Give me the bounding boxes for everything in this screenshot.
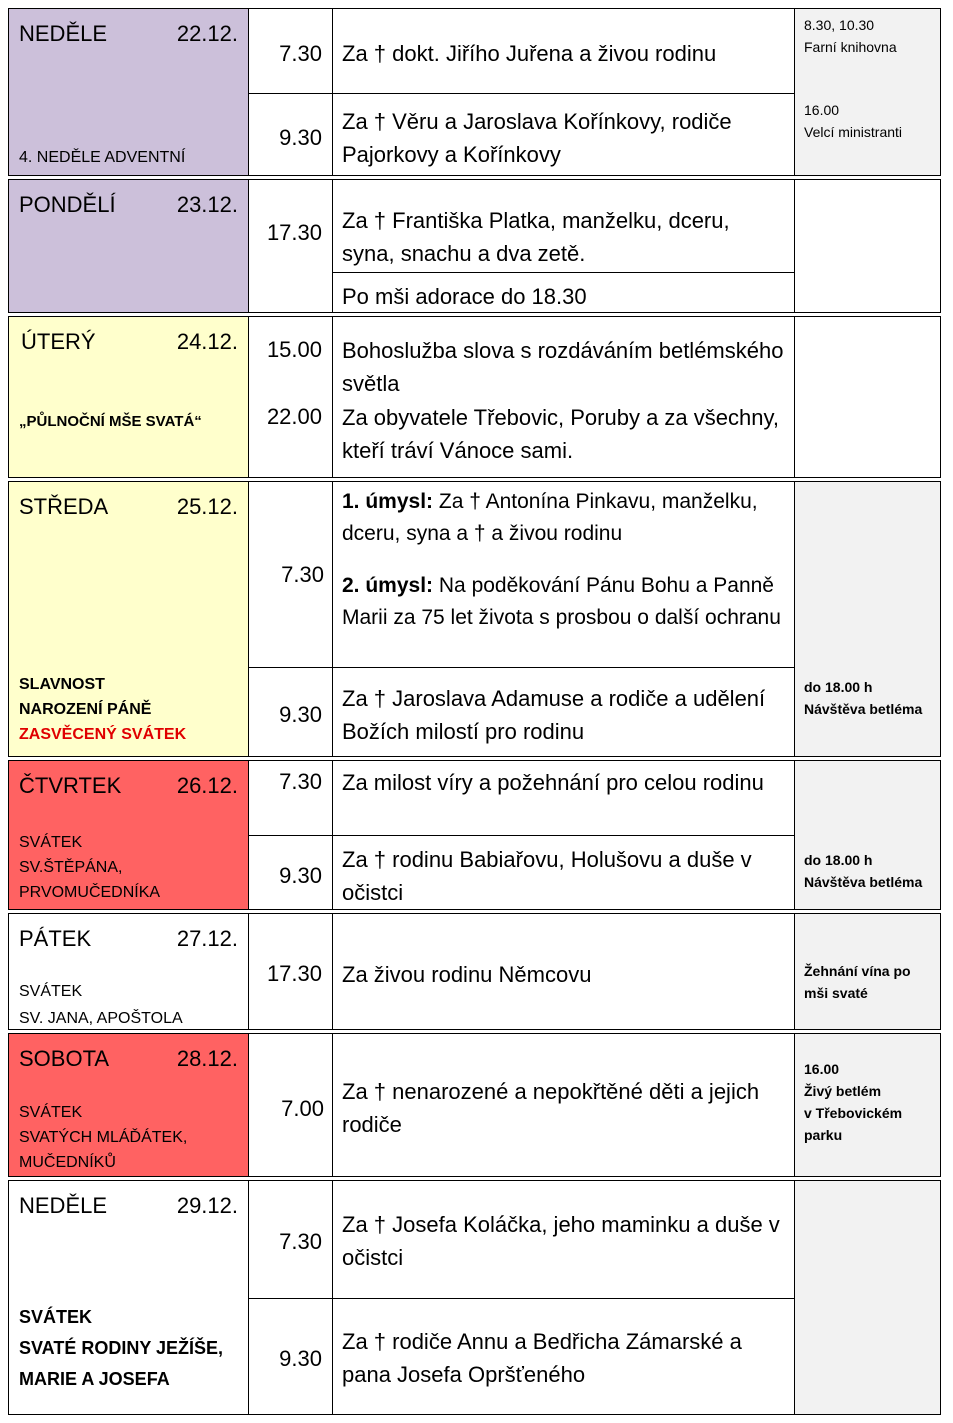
times-cell: [249, 1181, 333, 1414]
note: do 18.00 h: [804, 679, 873, 695]
day-name: ČTVRTEK: [19, 773, 122, 798]
day-name: SOBOTA: [19, 1046, 110, 1071]
mass-time: 9.30: [279, 702, 322, 727]
day-subtitle: SVÁTEK: [19, 1104, 83, 1121]
intention-text: Na poděkování Pánu Bohu a Panně Marii za 75 let života s prosbou o další ochranu: [342, 574, 781, 629]
day-subtitle: PRVOMUČEDNÍKA: [19, 884, 161, 901]
intentions-cell: [333, 1181, 795, 1414]
intention: Za obyvatele Třebovic, Poruby a za všechny, kteří tráví Vánoce sami.: [342, 405, 779, 463]
day-date: 28.12.: [176, 1046, 238, 1071]
notes-cell: [795, 1034, 940, 1176]
mass-time: 9.30: [279, 1346, 322, 1371]
intentions-cell: [333, 180, 795, 312]
day-cell: [9, 317, 249, 477]
day-date: 27.12.: [176, 926, 238, 951]
intention-text: Za † Antonína Pinkavu, manželku, dceru, syna a † a živou rodinu: [342, 490, 758, 545]
note: Návštěva betléma: [804, 874, 923, 890]
day-name: PONDĚLÍ: [19, 192, 116, 217]
day-subtitle: „PŮLNOČNÍ MŠE SVATÁ“: [19, 413, 202, 430]
intentions-cell: [333, 1034, 795, 1176]
mass-time: 7.30: [279, 41, 322, 66]
intention-label: 1. úmysl:: [342, 490, 434, 513]
day-cell: [9, 482, 249, 756]
mass-time: 22.00: [266, 404, 322, 429]
intention: Za † Věru a Jaroslava Kořínkovy, rodiče Pajorkovy a Kořínkovy: [342, 109, 732, 167]
day-date: 24.12.: [176, 329, 238, 354]
intentions-cell: [333, 9, 795, 175]
day-block-tuesday-24: [8, 316, 941, 478]
mass-time: 7.30: [279, 1229, 322, 1254]
day-block-sunday-22: [8, 8, 941, 176]
mass-time: 15.00: [266, 337, 322, 362]
day-block-thursday-26: [8, 760, 941, 910]
note: Žehnání vína po mši svaté: [804, 963, 911, 1001]
mass-time: 9.30: [279, 863, 322, 888]
note: Živý betlém: [804, 1083, 882, 1099]
mass-time: 17.30: [266, 961, 322, 986]
notes-cell: [795, 9, 940, 175]
day-subtitle: SV.ŠTĚPÁNA,: [19, 859, 123, 876]
notes-cell: [795, 761, 940, 909]
day-block-sunday-29: [8, 1180, 941, 1415]
day-subtitle: MUČEDNÍKŮ: [19, 1154, 116, 1171]
day-block-saturday-28: [8, 1033, 941, 1177]
day-date: 29.12.: [176, 1193, 238, 1218]
intention: Za † dokt. Jiřího Juřena a živou rodinu: [342, 41, 717, 66]
note: 16.00: [804, 1061, 840, 1077]
day-name: PÁTEK: [19, 926, 92, 951]
day-name: NEDĚLE: [19, 21, 108, 46]
intention: Za † Jaroslava Adamuse a rodiče a udělení Božích milostí pro rodinu: [342, 686, 766, 744]
day-subtitle: SVATÉ RODINY JEŽÍŠE,: [19, 1338, 224, 1358]
note: Farní knihovna: [804, 39, 897, 55]
times-cell: [249, 9, 333, 175]
intention-label: 2. úmysl:: [342, 574, 434, 597]
times-cell: [249, 180, 333, 312]
intentions-cell: [333, 482, 795, 756]
mass-time: 7.00: [281, 1096, 324, 1121]
note: Velcí ministranti: [804, 124, 903, 140]
intentions-cell: [333, 761, 795, 909]
day-name: NEDĚLE: [19, 1193, 108, 1218]
day-subtitle: SVÁTEK: [19, 834, 83, 851]
day-subtitle: SVÁTEK: [19, 1307, 93, 1327]
mass-time: 7.30: [281, 562, 324, 587]
intention: [342, 570, 788, 634]
day-subtitle: SV. JANA, APOŠTOLA: [19, 1010, 183, 1027]
day-date: 23.12.: [176, 192, 238, 217]
times-cell: [249, 1034, 333, 1176]
day-subtitle: SVÁTEK: [19, 983, 83, 1000]
notes-cell: [795, 482, 940, 756]
day-date: 26.12.: [176, 773, 238, 798]
intention: Za † rodinu Babiařovu, Holušovu a duše v očistci: [342, 847, 752, 905]
times-cell: [249, 317, 333, 477]
times-cell: [249, 914, 333, 1029]
day-block-monday-23: [8, 179, 941, 313]
mass-time: 17.30: [266, 220, 322, 245]
day-subtitle-holy-day: ZASVĚCENÝ SVÁTEK: [19, 726, 187, 743]
day-subtitle: NAROZENÍ PÁNĚ: [19, 701, 152, 718]
day-name: STŘEDA: [19, 494, 109, 519]
note: v Třebovickém parku: [804, 1105, 903, 1143]
mass-time: 9.30: [279, 125, 322, 150]
mass-time: 7.30: [279, 769, 322, 794]
intention: Za † Josefa Koláčka, jeho maminku a duše v očistci: [342, 1212, 780, 1270]
times-cell: [249, 482, 333, 756]
intention: Za † Františka Platka, manželku, dceru, syna, snachu a dva zetě.: [342, 208, 730, 266]
day-block-friday-27: [8, 913, 941, 1030]
day-subtitle: SLAVNOST: [19, 676, 105, 693]
day-subtitle: SVATÝCH MLÁĎÁTEK,: [19, 1129, 188, 1146]
day-cell: [9, 180, 249, 312]
note: 8.30, 10.30: [804, 17, 875, 33]
intention: Za živou rodinu Němcovu: [342, 962, 592, 987]
day-cell: [9, 1034, 249, 1176]
note: 16.00: [804, 102, 840, 118]
day-cell: [9, 761, 249, 909]
notes-cell: [795, 914, 940, 1029]
day-block-wednesday-25: [8, 481, 941, 757]
day-subtitle: 4. NEDĚLE ADVENTNÍ: [19, 149, 186, 166]
intention: Za milost víry a požehnání pro celou rodinu: [342, 770, 764, 795]
day-cell: [9, 914, 249, 1029]
intentions-cell: [333, 914, 795, 1029]
day-cell: [9, 1181, 249, 1414]
intention: Za † nenarozené a nepokřtěné děti a jejich rodiče: [342, 1079, 760, 1137]
intentions-cell: [333, 317, 795, 477]
intention-adoration: Po mši adorace do 18.30: [342, 284, 587, 309]
day-name: ÚTERÝ: [21, 329, 96, 354]
intention: [342, 486, 788, 550]
notes-cell: [795, 317, 940, 477]
notes-cell: [795, 1181, 940, 1414]
day-subtitle: MARIE A JOSEFA: [19, 1369, 170, 1389]
day-date: 22.12.: [176, 21, 238, 46]
note: Návštěva betléma: [804, 701, 923, 717]
times-cell: [249, 761, 333, 909]
day-cell: [9, 9, 249, 175]
intention: Za † rodiče Annu a Bedřicha Zámarské a pana Josefa Opršťeného: [342, 1329, 742, 1387]
notes-cell: [795, 180, 940, 312]
day-date: 25.12.: [176, 494, 238, 519]
note: do 18.00 h: [804, 852, 873, 868]
intention: Bohoslužba slova s rozdáváním betlémského světla: [342, 338, 784, 396]
